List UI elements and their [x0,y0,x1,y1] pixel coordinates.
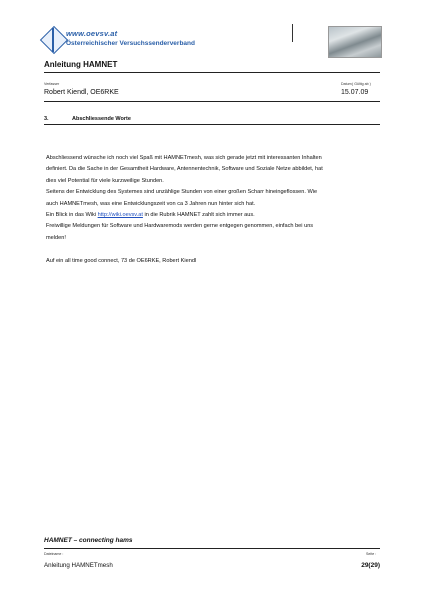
body-line: Abschliessend wünsche ich noch viel Spaß mit HAMNETmesh, was sich gerade jetzt mit interessanten Inhalten [46,155,322,161]
date-label: Datum [341,82,352,86]
body-line: Seitens der Entwicklung des Systemes sind unzählige Stunden von einer großen Scharr hineingeflossen. Wie [46,189,318,196]
document-title: Anleitung HAMNET [44,60,118,69]
body-line: melden! [46,234,66,241]
footer-tagline: HAMNET – connecting hams [44,537,133,544]
page-label: Seite : [366,552,377,556]
body-line-with-link [46,210,381,221]
meta-rule [44,101,380,102]
body-line: dies viel Potential für viele kurzweilige Stunden. [46,177,164,184]
filename-value: Anleitung HAMNETmesh [44,562,113,569]
filename-label: Dateiname : [44,552,64,556]
logo-url-text: www.oevsv.at [66,29,118,38]
section-number: 3. [44,116,49,122]
body-text-span: Ein Blick in das Wiki [46,212,98,219]
body-line: definiert. Da die Sache in der Gesamtheit Hardware, Antennentechnik, Software und Soziale Netze abbildet, hat [46,166,323,173]
title-rule [44,72,380,73]
section-title: Abschliessende Worte [72,116,131,122]
body-text-span: in die Rubrik HAMNET zahlt sich immer aus. [142,212,255,219]
logo-organization-text: Österreichischer Versuchssenderverband [66,40,195,47]
closing-line: Auf ein all time good connect, 73 de OE6RKE, Robert Kiendl [46,257,197,264]
body-line: auch HAMNETmesh, was eine Entwicklungszeit von ca 3 Jahren nun hinter sich hat. [46,200,256,207]
body-text [46,153,381,267]
author-label: Verfasser [44,82,60,86]
author-value: Robert Kiendl, OE6RKE [44,89,119,96]
section-rule [44,124,380,125]
logo-diamond-icon [40,26,68,54]
page-number: 29(29) [361,562,380,569]
antenna-tower-icon [52,28,54,52]
footer-rule [44,548,380,549]
body-line: Freiwillige Meldungen für Software und Hardwaremods werden gerne entgegen genommen, einfach bei uns [46,223,314,230]
date-value: 15.07.09 [341,89,369,96]
date-note: ( Gültig ab ) [352,82,371,86]
wiki-link[interactable]: http://wiki.oevsv.at [97,212,143,219]
header-photo [328,26,382,58]
paragraph-gap [46,244,381,255]
header-divider [292,24,293,42]
